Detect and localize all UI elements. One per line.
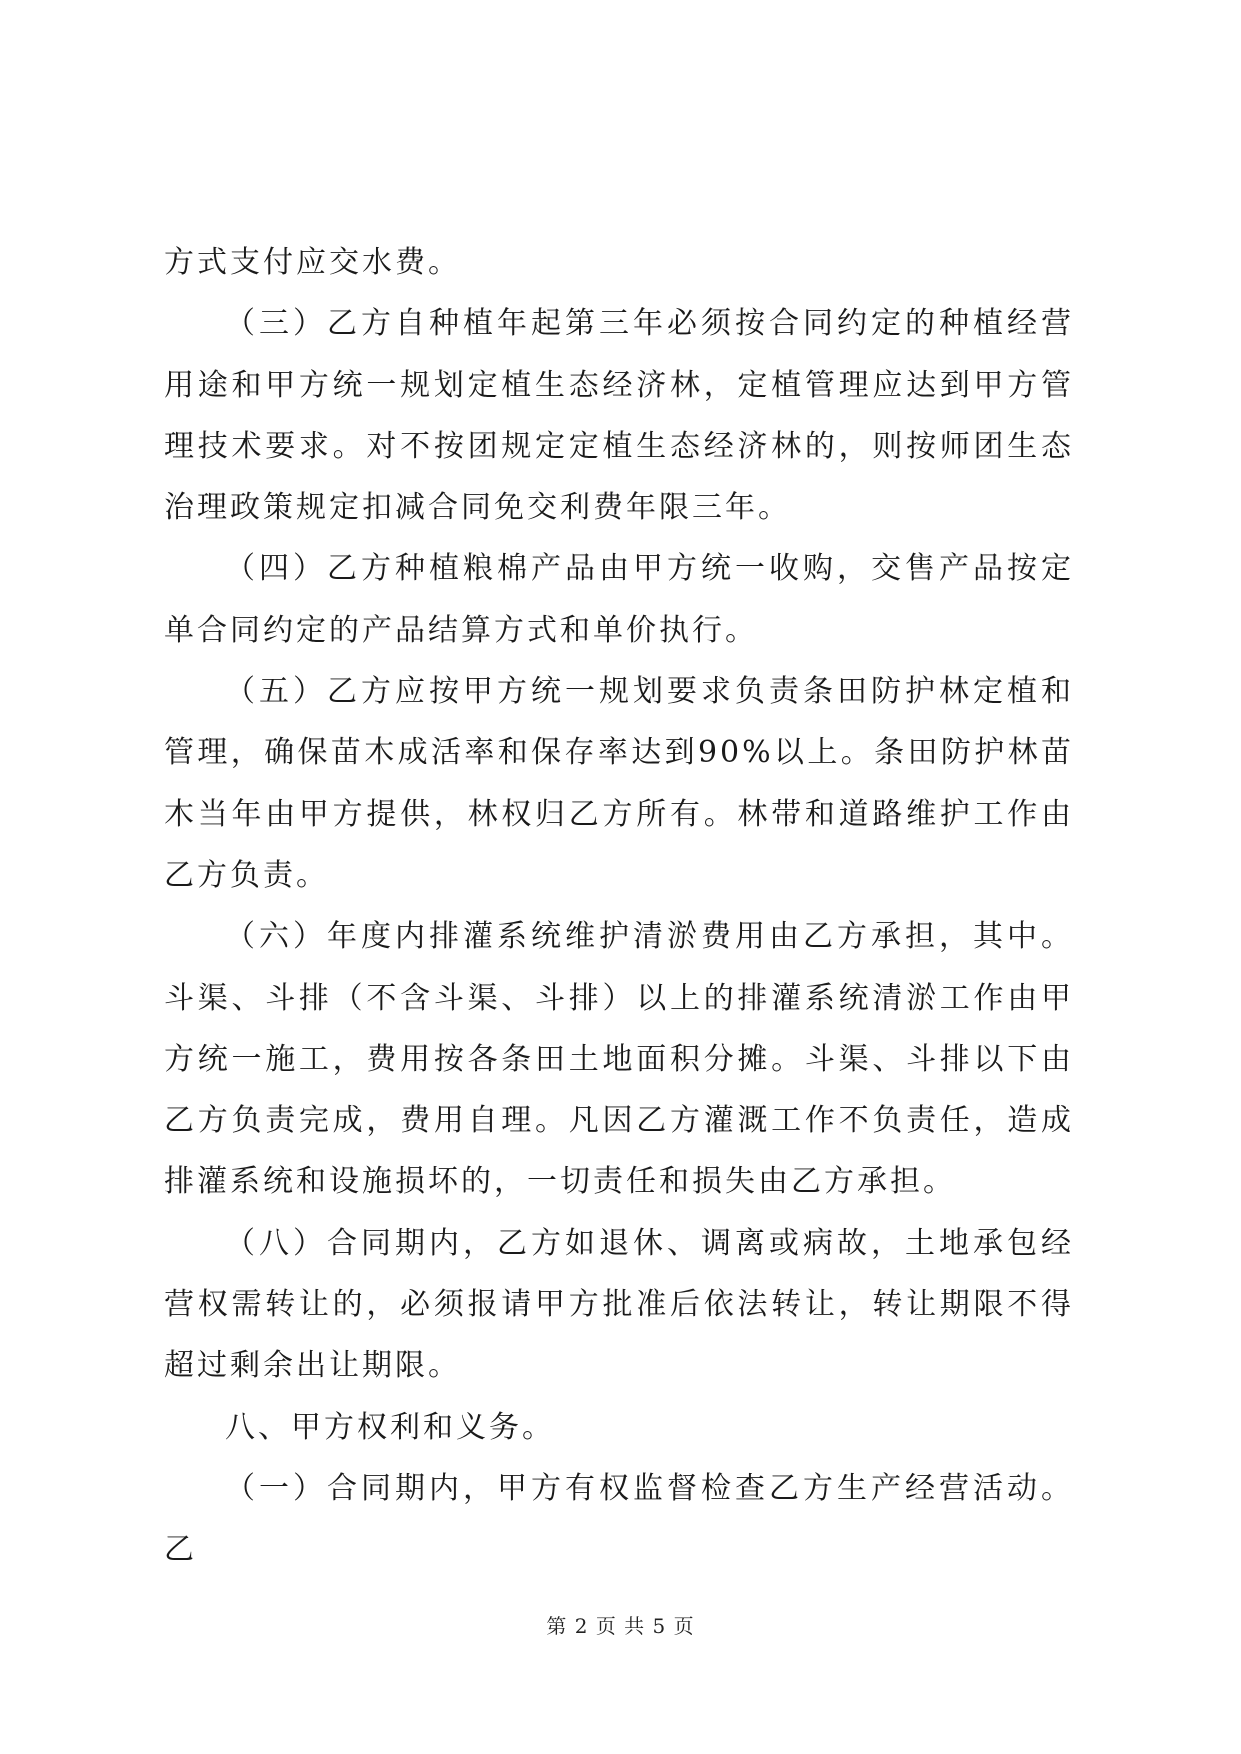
page-number-footer: 第 2 页 共 5 页	[546, 1614, 695, 1638]
paragraph: 方式支付应交水费。	[164, 245, 461, 280]
paragraph: （八）合同期内，乙方如退休、调离或病故，土地承包经营权需转让的，必须报请甲方批准后依法转让，转让期限不得超过剩余出让期限。	[164, 1225, 1074, 1384]
document-body	[164, 232, 1074, 1581]
paragraph: （一）合同期内，甲方有权监督检查乙方生产经营活动。乙	[164, 1470, 1074, 1568]
section-heading: 八、甲方权利和义务。	[225, 1409, 555, 1445]
paragraph: （三）乙方自种植年起第三年必须按合同约定的种植经营用途和甲方统一规划定植生态经济林，定植管理应达到甲方管理技术要求。对不按团规定定植生态经济林的，则按师团生态治理政策规定扣减合同免交利费年限三年。	[164, 306, 1074, 526]
paragraph: （五）乙方应按甲方统一规划要求负责条田防护林定植和管理，确保苗木成活率和保存率达到90%以上。条田防护林苗木当年由甲方提供，林权归乙方所有。林带和道路维护工作由乙方负责。	[164, 674, 1074, 893]
paragraph: （四）乙方种植粮棉产品由甲方统一收购，交售产品按定单合同约定的产品结算方式和单价执行。	[164, 551, 1074, 648]
paragraph: （六）年度内排灌系统维护清淤费用由乙方承担，其中。斗渠、斗排（不含斗渠、斗排）以上的排灌系统清淤工作由甲方统一施工，费用按各条田土地面积分摊。斗渠、斗排以下由乙方负责完成，费用自理。凡因乙方灌溉工作不负责任，造成排灌系统和设施损坏的，一切责任和损失由乙方承担。	[164, 919, 1074, 1200]
